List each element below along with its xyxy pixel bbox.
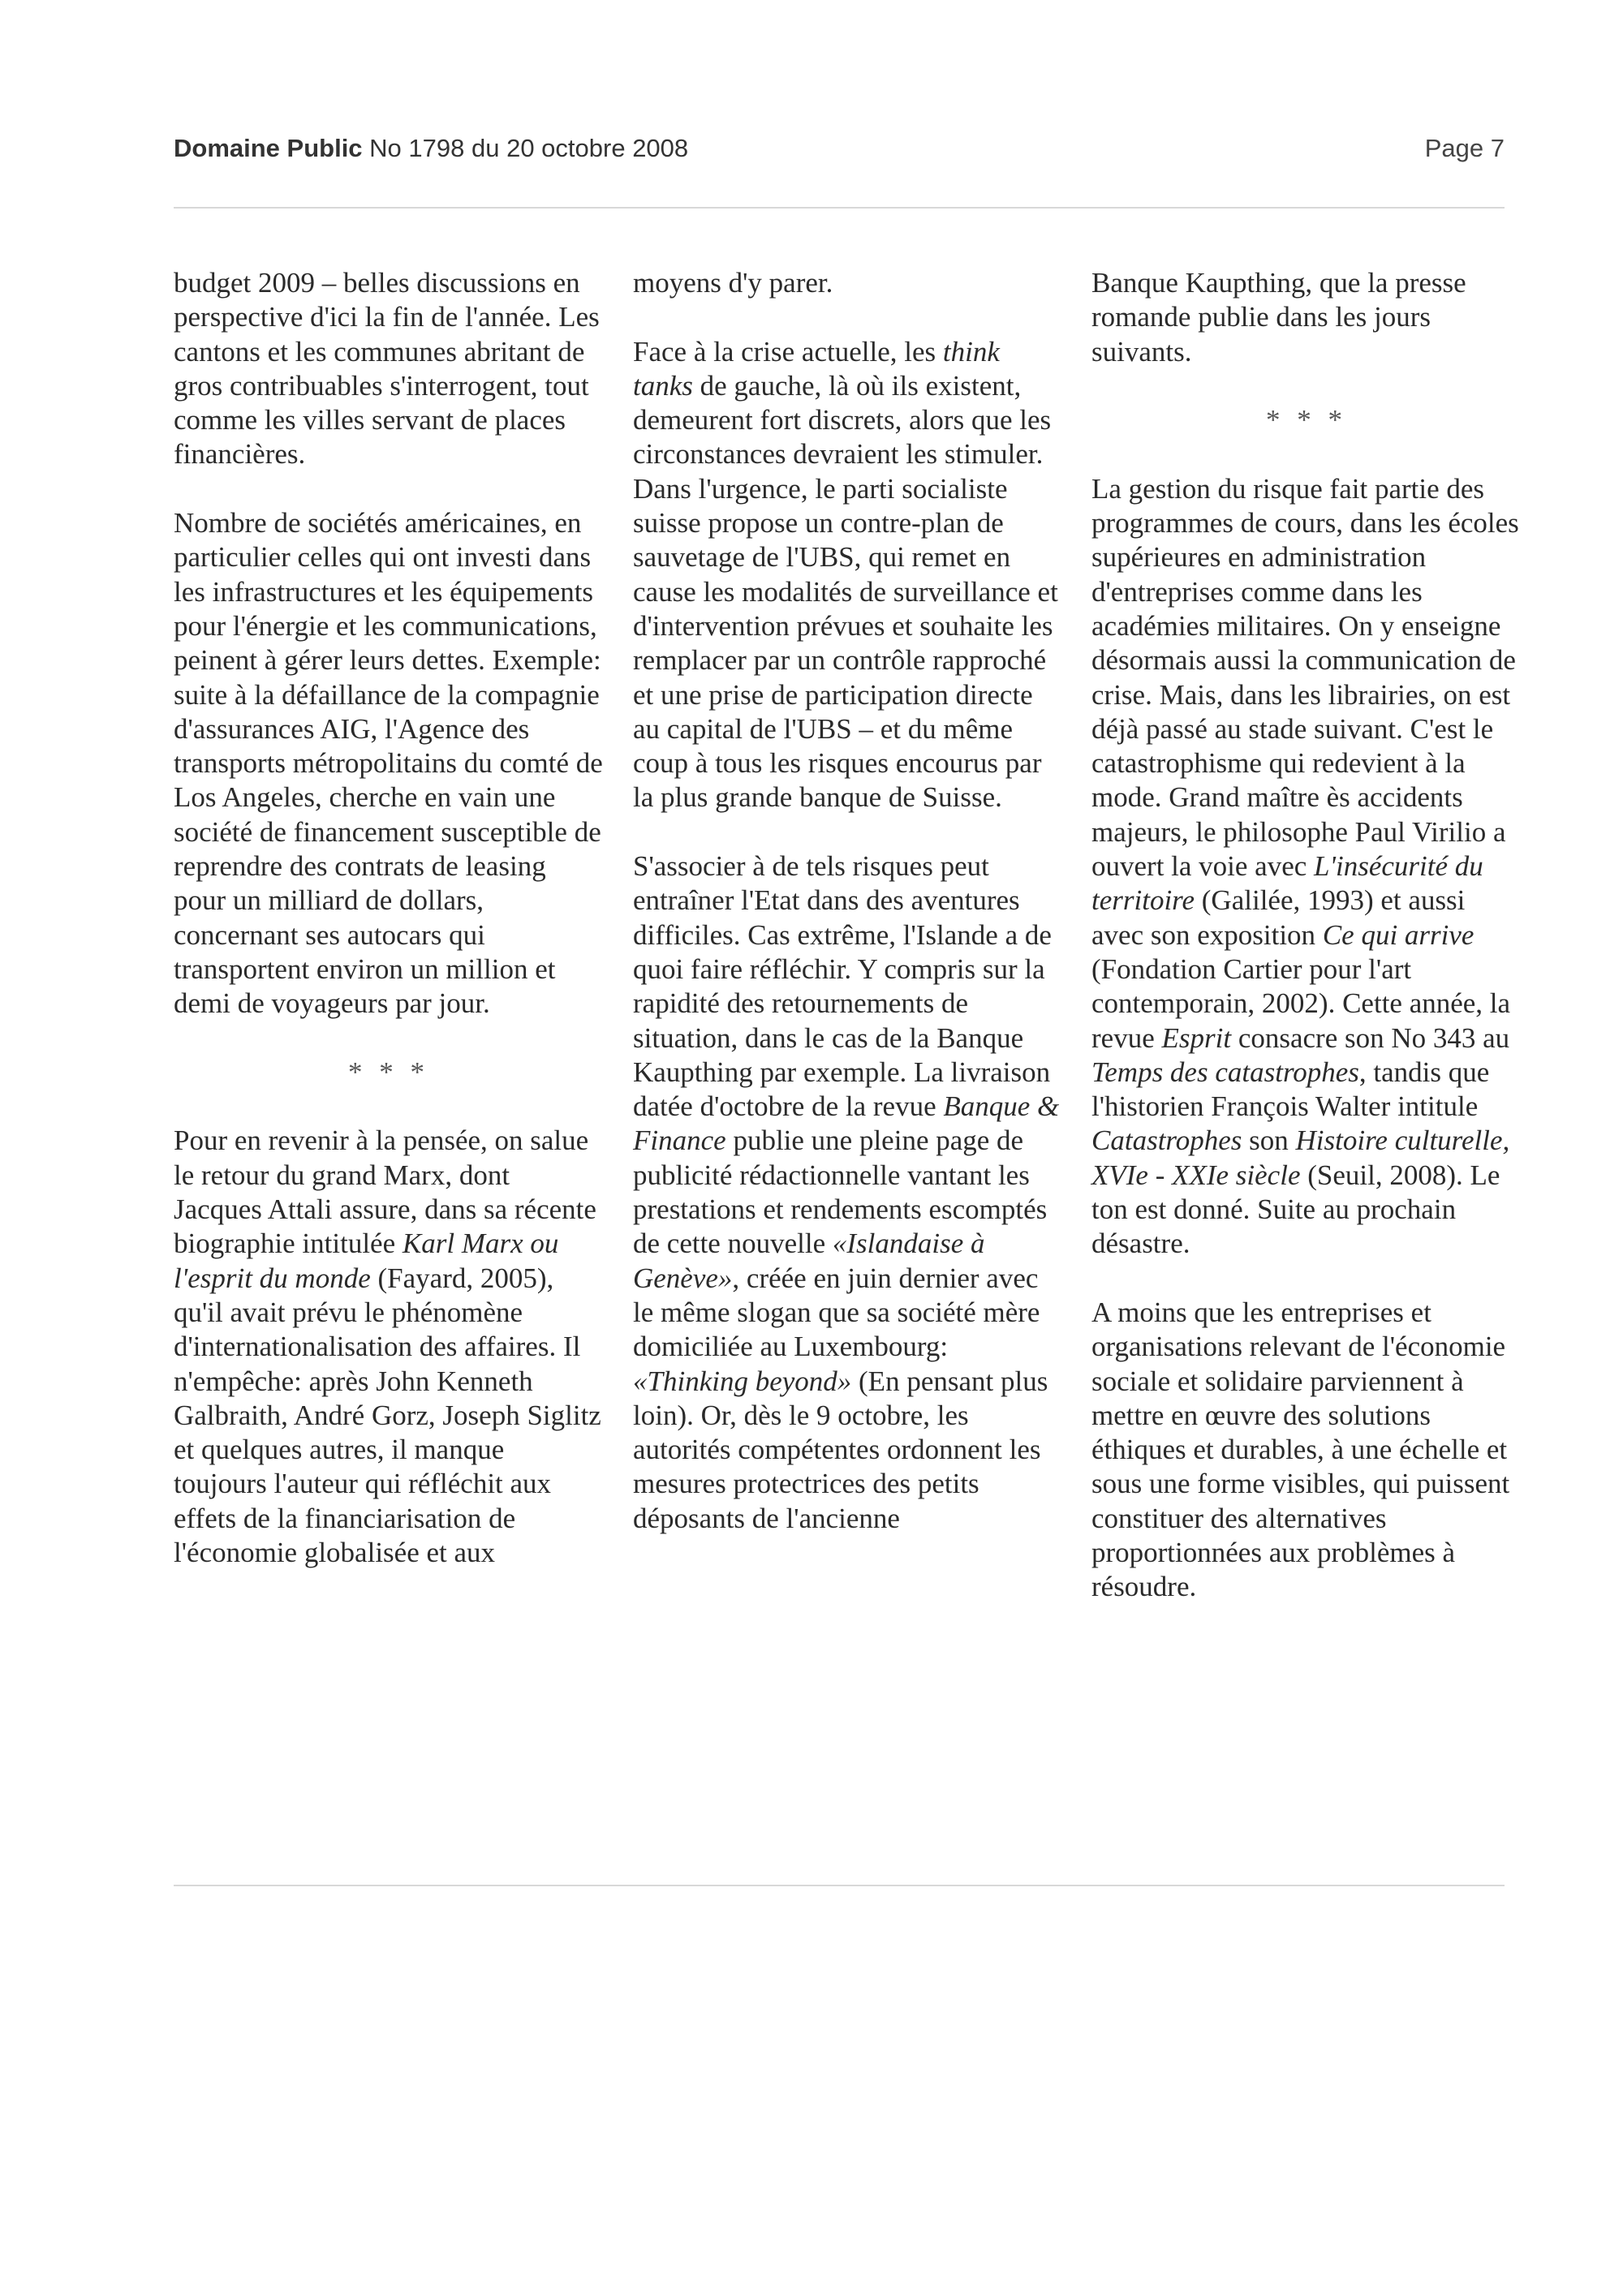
paragraph: Banque Kaupthing, que la presse romande publie dans les jours suivants. xyxy=(1091,267,1466,368)
text-column-3 xyxy=(1091,266,1522,1605)
section-separator: * * * xyxy=(348,1056,429,1088)
text-column-2 xyxy=(633,266,1063,1536)
book-title: L'insécurité du territoire xyxy=(1091,850,1483,917)
book-title: Catastrophes xyxy=(1091,1124,1242,1157)
header-masthead xyxy=(174,134,688,163)
section-separator: * * * xyxy=(1266,404,1347,436)
paragraph: Face à la crise actuelle, les think tanks de gauche, là où ils existent, demeurent fort discrets, alors que les circonstances devraient les stimuler. Dans l'urgence, le parti socialiste suisse propose un contre-plan de sauvetage de l'UBS, qui remet en cause les modalités de surveillance et d'intervention prévues et souhaite les remplacer par un contrôle rapproché et une prise de participation directe au capital de l'UBS – et du même coup à tous les risques encourus par la plus grande banque de Suisse. xyxy=(633,335,1058,814)
paragraph: Nombre de sociétés américaines, en particulier celles qui ont investi dans les infrastructures et les équipements pour l'énergie et les communications, peinent à gérer leurs dettes. Exemple: suite à la défaillance de la compagnie d'assurances AIG, l'Agence des transports métropolitains du comté de Los Angeles, cherche en vain une société de financement susceptible de reprendre des contrats de leasing pour un milliard de dollars, concernant ses autocars qui transportent environ un million et demi de voyageurs par jour. xyxy=(174,507,603,1020)
paragraph: Pour en revenir à la pensée, on salue le retour du grand Marx, dont Jacques Attali assure, dans sa récente biographie intitulée Karl Marx ou l'esprit du monde (Fayard, 2005), qu'il avait prévu le phénomène d'internationalisation des affaires. Il n'empêche: après John Kenneth Galbraith, André Gorz, Joseph Siglitz et quelques autres, il manque toujours l'auteur qui réfléchit aux effets de la financiarisation de l'économie globalisée et aux xyxy=(174,1124,601,1568)
book-subtitle: Histoire culturelle, XVIe - XXIe siècle xyxy=(1091,1124,1510,1191)
slogan: «Thinking beyond» xyxy=(633,1365,852,1397)
emphasis: «Islandaise à Genève» xyxy=(633,1228,985,1294)
paragraph: La gestion du risque fait partie des programmes de cours, dans les écoles supérieures en administration d'entreprises comme dans les académies militaires. On y enseigne désormais aussi la communication de crise. Mais, dans les librairies, on est déjà passé au stade suivant. C'est le catastrophisme qui redevient à la mode. Grand maître ès accidents majeurs, le philosophe Paul Virilio a ouvert la voie avec L'insécurité du territoire (Galilée, 1993) et aussi avec son exposition Ce qui arrive (Fondation Cartier pour l'art contemporain, 2002). Cette année, la revue Esprit consacre son No 343 au Temps des catastrophes, tandis que l'historien François Walter intitule Catastrophes son Histoire culturelle, XVIe - XXIe siècle (Seuil, 2008). Le ton est donné. Suite au prochain désastre. xyxy=(1091,472,1519,1260)
emphasis: think tanks xyxy=(633,335,1000,402)
page-number: Page 7 xyxy=(1424,134,1505,162)
page-header xyxy=(174,134,1505,170)
journal-title: Esprit xyxy=(1161,1021,1232,1054)
footer-divider xyxy=(174,1885,1505,1886)
book-title: Karl Marx ou l'esprit du monde xyxy=(174,1228,559,1294)
publication-name: Domaine Public xyxy=(174,134,363,162)
journal-title: Banque & Finance xyxy=(633,1090,1060,1157)
text-column-1 xyxy=(174,266,604,1570)
header-divider xyxy=(174,207,1505,209)
exhibition-title: Ce qui arrive xyxy=(1322,918,1474,951)
issue-title: Temps des catastrophes xyxy=(1091,1056,1359,1088)
paragraph: moyens d'y parer. xyxy=(633,267,833,299)
paragraph: A moins que les entreprises et organisations relevant de l'économie sociale et solidaire parviennent à mettre en œuvre des solutions éthiques et durables, à une échelle et sous une forme visibles, qui puissent constituer des alternatives proportionnées aux problèmes à résoudre. xyxy=(1091,1296,1510,1603)
paragraph: S'associer à de tels risques peut entraîner l'Etat dans des aventures difficiles. Cas extrême, l'Islande a de quoi faire réfléchir. Y compris sur la rapidité des retournements de situation, dans le cas de la Banque Kaupthing par exemple. La livraison datée d'octobre de la revue Banque & Finance publie une pleine page de publicité rédactionnelle vantant les prestations et rendements escomptés de cette nouvelle «Islandaise à Genève», créée en juin dernier avec le même slogan que sa société mère domiciliée au Luxembourg: «Thinking beyond» (En pensant plus loin). Or, dès le 9 octobre, les autorités compétentes ordonnent les mesures protectrices des petits déposants de l'ancienne xyxy=(633,850,1060,1534)
paragraph: budget 2009 – belles discussions en perspective d'ici la fin de l'année. Les cantons et les communes abritant de gros contribuables s'interrogent, tout comme les villes servant de places financières. xyxy=(174,267,600,471)
issue-info: No 1798 du 20 octobre 2008 xyxy=(369,134,689,162)
